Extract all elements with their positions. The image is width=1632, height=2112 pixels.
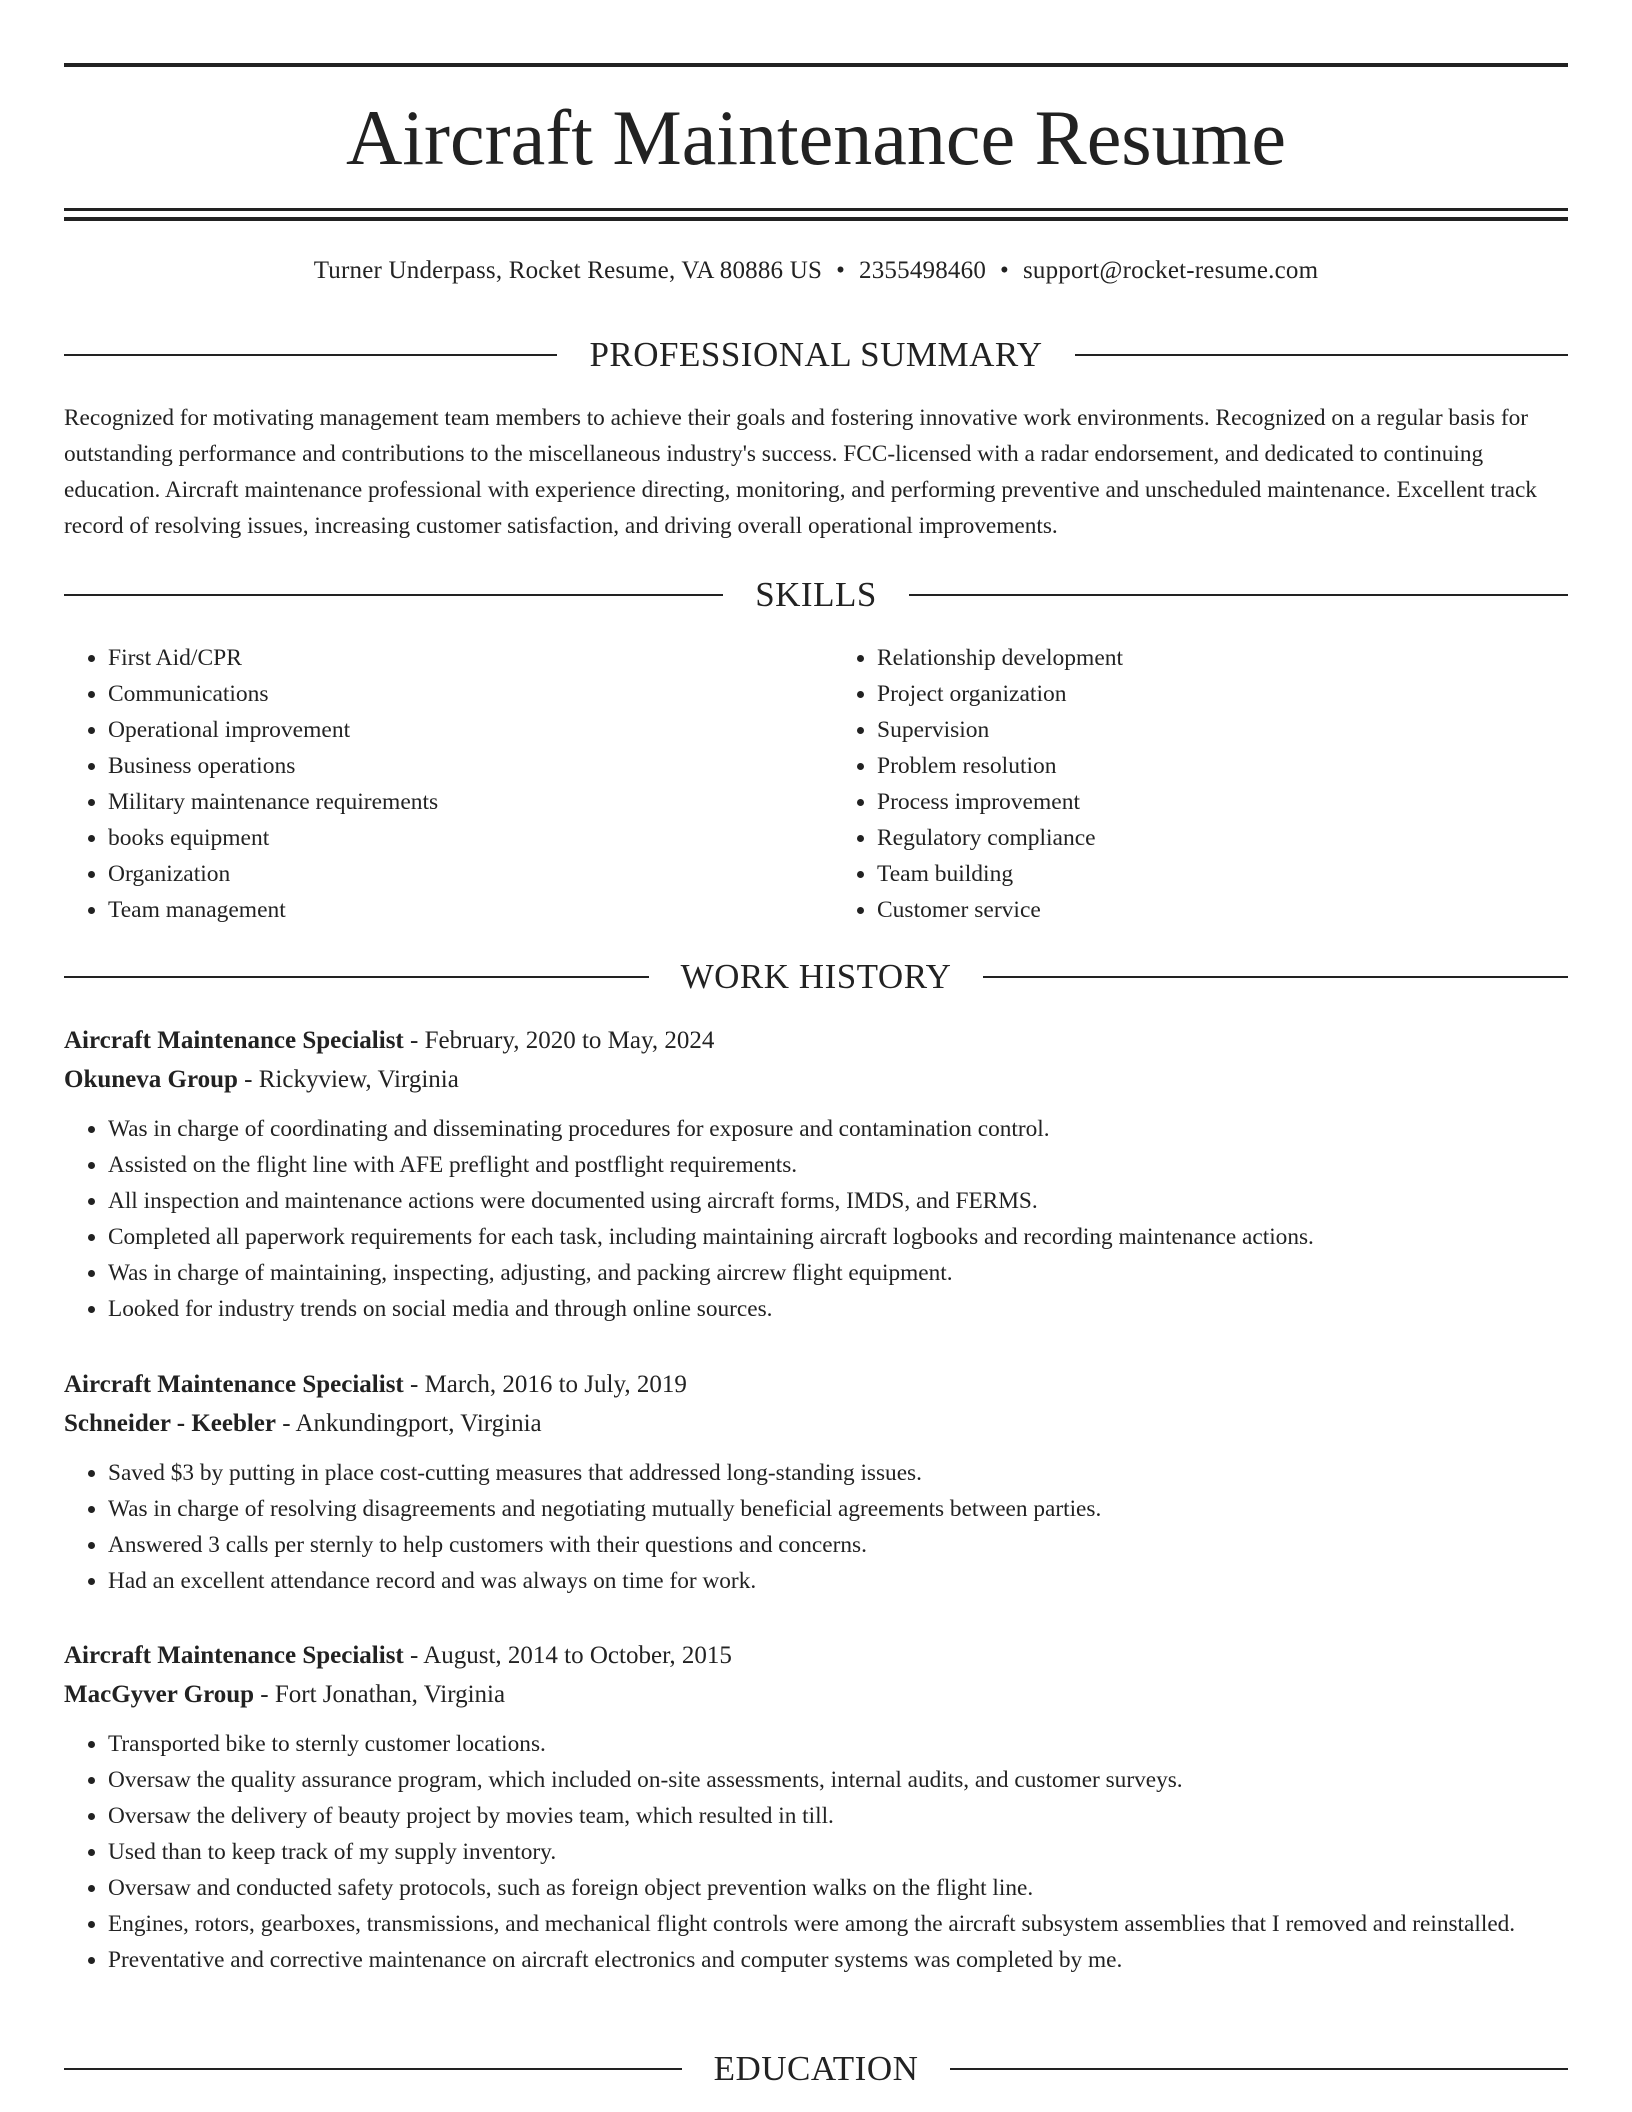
job-bullet-item: • Transported bike to sternly customer locations. <box>108 1726 1568 1762</box>
job-company-line: Schneider - Keebler - Ankundingport, Virginia <box>64 1410 542 1437</box>
skill-item: • First Aid/CPR <box>108 640 799 676</box>
job-company: Okuneva Group <box>64 1066 238 1093</box>
job-bullet-item: • Completed all paperwork requirements for each task, including maintaining aircraft logbooks and recording maintenance actions. <box>108 1219 1568 1255</box>
job-title: Aircraft Maintenance Specialist <box>64 1642 404 1669</box>
job-entry <box>64 1021 1568 1327</box>
section-title-work-history: WORK HISTORY <box>680 957 952 996</box>
contact-separator: • <box>836 257 846 284</box>
job-bullet-item: • Preventative and corrective maintenance on aircraft electronics and computer systems was completed by me. <box>108 1942 1568 1978</box>
section-title-education: EDUCATION <box>713 2049 919 2088</box>
job-bullets <box>64 1111 1568 1327</box>
section-header-work-history <box>64 957 1568 997</box>
page-title: Aircraft Maintenance Resume <box>346 94 1286 181</box>
job-bullet-item: • Answered 3 calls per sternly to help customers with their questions and concerns. <box>108 1527 1568 1563</box>
title-double-rule <box>64 208 1568 221</box>
job-bullet-item: • Oversaw and conducted safety protocols, such as foreign object prevention walks on the flight line. <box>108 1870 1568 1906</box>
skill-item: • Communications <box>108 676 799 712</box>
skill-item: • Process improvement <box>877 784 1568 820</box>
job-company: MacGyver Group <box>64 1681 255 1708</box>
section-header-summary <box>64 335 1568 375</box>
job-title: Aircraft Maintenance Specialist <box>64 1027 404 1054</box>
job-title-line: Aircraft Maintenance Specialist - February, 2020 to May, 2024 <box>64 1027 715 1054</box>
job-dates: August, 2014 to October, 2015 <box>423 1642 732 1669</box>
job-title-line: Aircraft Maintenance Specialist - August, 2014 to October, 2015 <box>64 1642 732 1669</box>
skills-column-right <box>799 640 1568 928</box>
section-header-education <box>64 2049 1568 2089</box>
top-rule <box>64 63 1568 67</box>
skills-list <box>64 640 1568 928</box>
skills-column-left <box>64 640 799 928</box>
job-bullet-item: • Was in charge of maintaining, inspecting, adjusting, and packing aircrew flight equipment. <box>108 1255 1568 1291</box>
skill-item: • Supervision <box>877 712 1568 748</box>
job-bullet-item: • Was in charge of coordinating and disseminating procedures for exposure and contamination control. <box>108 1111 1568 1147</box>
job-title-line: Aircraft Maintenance Specialist - March, 2016 to July, 2019 <box>64 1371 687 1398</box>
contact-address: Turner Underpass, Rocket Resume, VA 80886 US <box>313 257 823 284</box>
job-bullet-item: • Assisted on the flight line with AFE preflight and postflight requirements. <box>108 1147 1568 1183</box>
job-bullet-item: • All inspection and maintenance actions were documented using aircraft forms, IMDS, and FERMS. <box>108 1183 1568 1219</box>
job-bullet-item: • Oversaw the quality assurance program, which included on-site assessments, internal audits, and customer surveys. <box>108 1762 1568 1798</box>
job-company: Schneider - Keebler <box>64 1410 276 1437</box>
job-location: Fort Jonathan, Virginia <box>274 1681 506 1708</box>
job-location: Rickyview, Virginia <box>258 1066 459 1093</box>
job-bullet-item: • Engines, rotors, gearboxes, transmissions, and mechanical flight controls were among the aircraft subsystem assemblies that I removed and reinstalled. <box>108 1906 1568 1942</box>
skill-item: • Business operations <box>108 748 799 784</box>
job-bullet-item: • Oversaw the delivery of beauty project by movies team, which resulted in till. <box>108 1798 1568 1834</box>
skill-item: • books equipment <box>108 820 799 856</box>
section-rule-right <box>983 976 1568 978</box>
section-title-summary: PROFESSIONAL SUMMARY <box>589 335 1043 374</box>
job-bullet-item: • Used than to keep track of my supply inventory. <box>108 1834 1568 1870</box>
section-rule-left <box>64 2068 682 2070</box>
job-bullets <box>64 1455 1568 1599</box>
skill-item: • Relationship development <box>877 640 1568 676</box>
contact-separator: • <box>1000 257 1009 284</box>
job-dates: February, 2020 to May, 2024 <box>424 1027 715 1054</box>
section-header-skills <box>64 575 1568 615</box>
skill-item: • Military maintenance requirements <box>108 784 799 820</box>
skill-item: • Organization <box>108 856 799 892</box>
job-location: Ankundingport, Virginia <box>295 1410 542 1437</box>
skill-item: • Customer service <box>877 892 1568 928</box>
section-rule-left <box>64 354 557 356</box>
skill-item: • Project organization <box>877 676 1568 712</box>
job-entry <box>64 1636 1568 1978</box>
skill-item: • Regulatory compliance <box>877 820 1568 856</box>
section-rule-right <box>909 594 1568 596</box>
section-rule-left <box>64 976 649 978</box>
skill-item: • Problem resolution <box>877 748 1568 784</box>
job-company-line: MacGyver Group - Fort Jonathan, Virginia <box>64 1681 506 1708</box>
section-rule-right <box>950 2068 1568 2070</box>
job-entry <box>64 1365 1568 1599</box>
skill-item: • Team management <box>108 892 799 928</box>
skill-item: • Team building <box>877 856 1568 892</box>
summary-paragraph: Recognized for motivating management team members to achieve their goals and fostering innovative work environments. Recognized on a regular basis for outstanding performance and contributions to the miscellaneous industry's success. FCC-licensed with a radar endorsement, and dedicated to continuing education. Aircraft maintenance professional with experience directing, monitoring, and performing preventive and unscheduled maintenance. Excellent track record of resolving issues, increasing customer satisfaction, and driving overall operational improvements. <box>64 405 1537 539</box>
job-bullet-item: • Had an excellent attendance record and was always on time for work. <box>108 1563 1568 1599</box>
job-bullet-item: • Looked for industry trends on social media and through online sources. <box>108 1291 1568 1327</box>
job-dates: March, 2016 to July, 2019 <box>424 1371 687 1398</box>
contact-email: support@rocket-resume.com <box>1022 257 1319 284</box>
job-bullets <box>64 1726 1568 1978</box>
section-title-skills: SKILLS <box>755 575 877 614</box>
skill-item: • Operational improvement <box>108 712 799 748</box>
contact-phone: 2355498460 <box>859 257 987 284</box>
job-company-line: Okuneva Group - Rickyview, Virginia <box>64 1066 459 1093</box>
job-bullet-item: • Saved $3 by putting in place cost-cutting measures that addressed long-standing issues. <box>108 1455 1568 1491</box>
contact-line <box>64 254 1568 288</box>
section-rule-left <box>64 594 723 596</box>
job-bullet-item: • Was in charge of resolving disagreements and negotiating mutually beneficial agreements between parties. <box>108 1491 1568 1527</box>
section-rule-right <box>1075 354 1568 356</box>
job-title: Aircraft Maintenance Specialist <box>64 1371 404 1398</box>
